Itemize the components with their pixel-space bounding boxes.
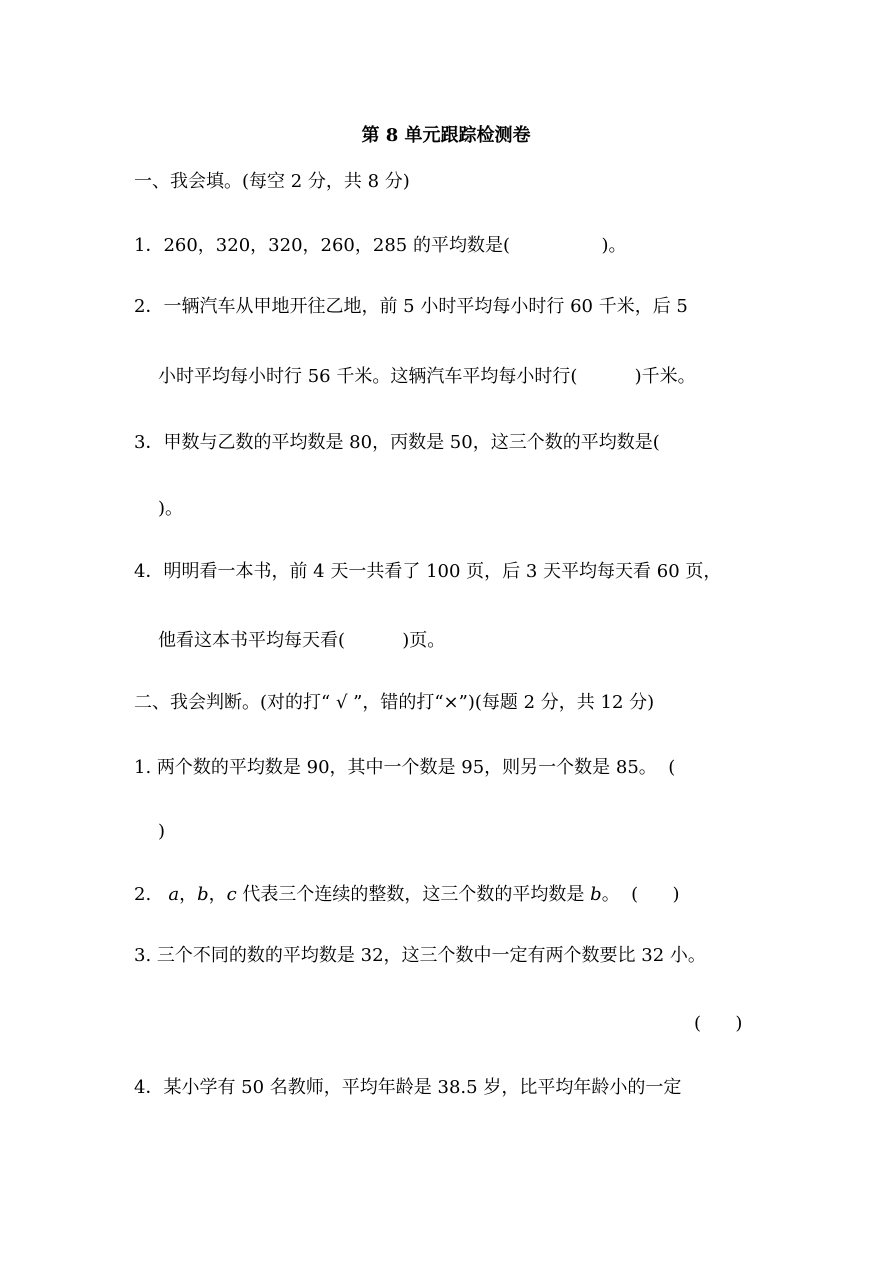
fill-question-2-line-2: 小时平均每小时行 56 千米。这辆汽车平均每小时行( )千米。 [158, 366, 696, 387]
fill-question-2-line-1: 2．一辆汽车从甲地开往乙地，前 5 小时平均每小时行 60 千米，后 5 [134, 296, 688, 317]
variable-a: a [168, 884, 180, 905]
fill-question-3-line-2: )。 [158, 498, 184, 519]
fill-question-3-line-1: 3．甲数与乙数的平均数是 80，丙数是 50，这三个数的平均数是( [134, 432, 660, 453]
section-heading-judge: 二、我会判断。(对的打“ √ ”，错的打“×”)(每题 2 分，共 12 分) [134, 692, 655, 713]
judge-question-2-middle: 代表三个连续的整数，这三个数的平均数是 [236, 884, 591, 905]
variable-b: b [590, 884, 602, 905]
section-heading-fill: 一、我会填。(每空 2 分，共 8 分) [134, 171, 410, 192]
judge-question-2-prefix: 2. [134, 884, 169, 905]
separator: ， [179, 884, 198, 905]
judge-question-2 [134, 883, 680, 907]
judge-question-1-line-2: ) [158, 821, 166, 842]
judge-question-3-line-1: 3. 三个不同的数的平均数是 32，这三个数中一定有两个数要比 32 小。 [134, 945, 706, 966]
fill-question-4-line-1: 4．明明看一本书，前 4 天一共看了 100 页，后 3 天平均每天看 60 页， [134, 561, 722, 582]
fill-question-4-line-2: 他看这本书平均每天看( )页。 [158, 630, 446, 651]
judge-question-1-line-1: 1. 两个数的平均数是 90，其中一个数是 95，则另一个数是 85。 ( [134, 757, 676, 778]
variable-c: c [226, 884, 237, 905]
judge-question-2-end: 。 ( ) [601, 884, 680, 905]
page-title: 第 8 单元跟踪检测卷 [361, 125, 531, 146]
judge-question-4-line-1: 4．某小学有 50 名教师，平均年龄是 38.5 岁，比平均年龄小的一定 [134, 1077, 682, 1098]
separator: ， [208, 884, 227, 905]
judge-question-3-answer-bracket: ( ) [694, 1013, 743, 1034]
fill-question-1: 1．260，320，320，260，285 的平均数是( )。 [134, 235, 627, 256]
variable-b: b [197, 884, 209, 905]
